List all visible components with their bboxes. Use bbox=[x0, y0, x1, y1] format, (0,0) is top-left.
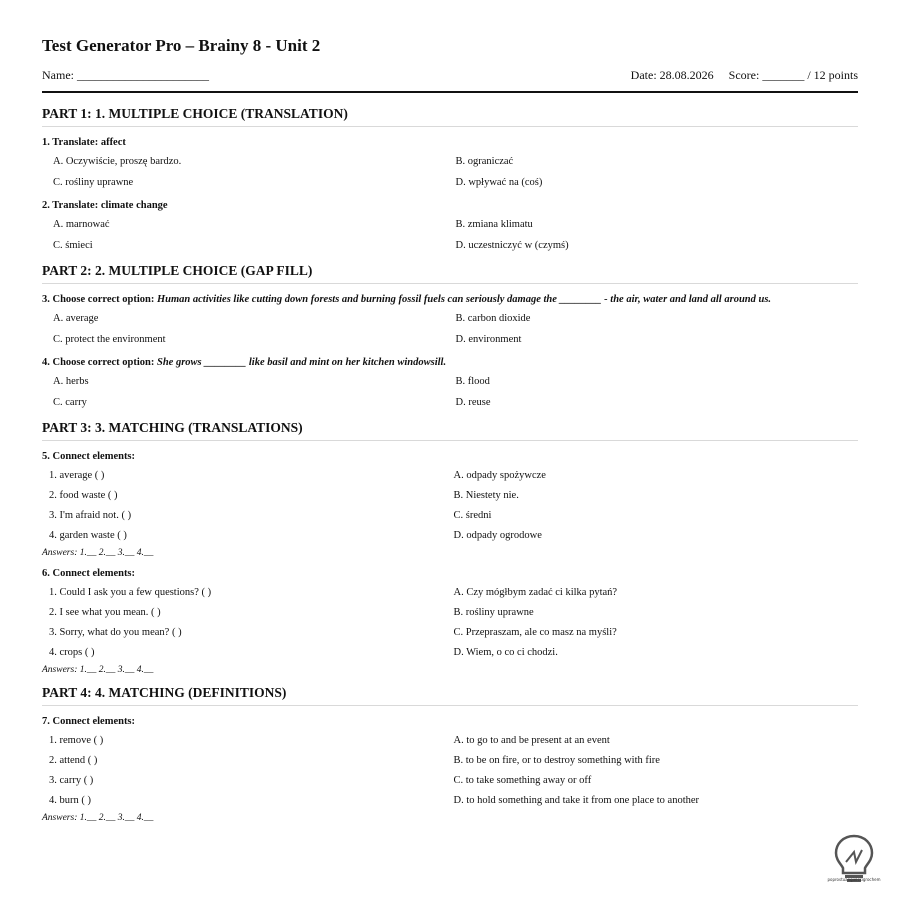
question-sentence: She grows ________ like basil and mint on her kitchen windowsill. bbox=[157, 357, 447, 368]
question-label: 3. Choose correct option: bbox=[42, 294, 157, 305]
answer-option[interactable]: C. protect the environment bbox=[53, 334, 166, 345]
answer-option[interactable]: B. ograniczać bbox=[455, 156, 514, 167]
matching-question bbox=[42, 568, 858, 675]
answer-option[interactable]: C. carry bbox=[53, 397, 87, 408]
question bbox=[42, 294, 858, 347]
match-left-item: 1. Could I ask you a few questions? ( ) bbox=[49, 587, 212, 598]
match-right-item: D. Wiem, o co ci chodzi. bbox=[453, 647, 558, 658]
question-label: 4. Choose correct option: bbox=[42, 357, 157, 368]
section-title: PART 3: 3. MATCHING (TRANSLATIONS) bbox=[42, 420, 858, 441]
match-right-item: D. to hold something and take it from one place to another bbox=[453, 795, 700, 806]
section-title: PART 4: 4. MATCHING (DEFINITIONS) bbox=[42, 685, 858, 706]
question-prompt: 6. Connect elements: bbox=[42, 568, 136, 579]
section-title: PART 2: 2. MULTIPLE CHOICE (GAP FILL) bbox=[42, 263, 858, 284]
matching-question bbox=[42, 451, 858, 558]
question-prompt bbox=[42, 294, 858, 305]
score-label: Score: _______ / 12 points bbox=[728, 68, 858, 82]
matching-grid bbox=[42, 585, 858, 660]
answer-option[interactable]: B. carbon dioxide bbox=[455, 313, 531, 324]
match-right-item: D. odpady ogrodowe bbox=[453, 530, 542, 541]
test-section bbox=[42, 106, 858, 253]
match-left-item: 3. Sorry, what do you mean? ( ) bbox=[49, 627, 182, 638]
match-left-item: 1. remove ( ) bbox=[49, 735, 104, 746]
match-left-item: 3. I'm afraid not. ( ) bbox=[49, 510, 132, 521]
match-left-item: 4. garden waste ( ) bbox=[49, 530, 127, 541]
answer-options bbox=[42, 154, 858, 190]
answer-option[interactable]: A. marnować bbox=[53, 219, 110, 230]
match-left-item: 2. attend ( ) bbox=[49, 755, 98, 766]
answers-line: Answers: 1.__ 2.__ 3.__ 4.__ bbox=[42, 665, 154, 675]
match-right-item: B. to be on fire, or to destroy something with fire bbox=[453, 755, 660, 766]
page-title: Test Generator Pro – Brainy 8 - Unit 2 bbox=[42, 36, 321, 55]
answer-option[interactable]: D. environment bbox=[455, 334, 522, 345]
question-prompt bbox=[42, 137, 858, 148]
match-right-item: A. odpady spożywcze bbox=[453, 470, 546, 481]
test-content bbox=[42, 106, 858, 823]
match-right-item: B. rośliny uprawne bbox=[453, 607, 534, 618]
answer-option[interactable]: A. herbs bbox=[53, 376, 89, 387]
answer-options bbox=[42, 374, 858, 410]
answer-option[interactable]: A. Oczywiście, proszę bardzo. bbox=[53, 156, 182, 167]
question bbox=[42, 357, 858, 410]
answer-option[interactable]: A. average bbox=[53, 313, 99, 324]
test-section bbox=[42, 263, 858, 410]
question-sentence: Human activities like cutting down forests and burning fossil fuels can seriously damage the ________ - the air, water and land all around us. bbox=[157, 294, 772, 305]
match-left-item: 1. average ( ) bbox=[49, 470, 105, 481]
question-prompt bbox=[42, 357, 858, 368]
match-left-item: 2. I see what you mean. ( ) bbox=[49, 607, 161, 618]
header-meta bbox=[42, 68, 858, 83]
date-score bbox=[631, 68, 858, 83]
matching-grid bbox=[42, 468, 858, 543]
answer-option[interactable]: D. wpływać na (coś) bbox=[455, 177, 543, 188]
match-right-item: B. Niestety nie. bbox=[453, 490, 519, 501]
match-right-item: A. to go to and be present at an event bbox=[453, 735, 610, 746]
match-left-item: 2. food waste ( ) bbox=[49, 490, 118, 501]
answers-line: Answers: 1.__ 2.__ 3.__ 4.__ bbox=[42, 813, 154, 823]
section-title: PART 1: 1. MULTIPLE CHOICE (TRANSLATION) bbox=[42, 106, 858, 127]
match-right-item: C. średni bbox=[453, 510, 492, 521]
answer-option[interactable]: B. zmiana klimatu bbox=[455, 219, 533, 230]
match-left-item: 4. crops ( ) bbox=[49, 647, 95, 658]
matching-question bbox=[42, 716, 858, 823]
date-label: Date: 28.08.2026 bbox=[630, 68, 714, 82]
match-right-item: C. Przepraszam, ale co masz na myśli? bbox=[453, 627, 617, 638]
answer-option[interactable]: D. uczestniczyć w (czymś) bbox=[455, 240, 569, 251]
match-right-item: A. Czy mógłbym zadać ci kilka pytań? bbox=[453, 587, 618, 598]
answer-options bbox=[42, 311, 858, 347]
answers-line: Answers: 1.__ 2.__ 3.__ 4.__ bbox=[42, 548, 154, 558]
header-divider bbox=[42, 91, 858, 93]
question-label: 1. Translate: affect bbox=[42, 137, 126, 148]
question-label: 2. Translate: climate change bbox=[42, 200, 168, 211]
answer-options bbox=[42, 217, 858, 253]
test-section bbox=[42, 685, 858, 823]
test-section bbox=[42, 420, 858, 675]
logo-text: poprostuangielskigrochem bbox=[827, 877, 881, 882]
question-prompt: 5. Connect elements: bbox=[42, 451, 136, 462]
answer-option[interactable]: C. rośliny uprawne bbox=[53, 177, 134, 188]
match-right-item: C. to take something away or off bbox=[453, 775, 592, 786]
match-left-item: 4. burn ( ) bbox=[49, 795, 91, 806]
question bbox=[42, 200, 858, 253]
question-prompt: 7. Connect elements: bbox=[42, 716, 136, 727]
answer-option[interactable]: C. śmieci bbox=[53, 240, 93, 251]
answer-option[interactable]: D. reuse bbox=[455, 397, 491, 408]
matching-grid bbox=[42, 733, 858, 808]
match-left-item: 3. carry ( ) bbox=[49, 775, 94, 786]
answer-option[interactable]: B. flood bbox=[455, 376, 490, 387]
question-prompt bbox=[42, 200, 858, 211]
question bbox=[42, 137, 858, 190]
name-field: Name: ______________________ bbox=[42, 68, 209, 82]
